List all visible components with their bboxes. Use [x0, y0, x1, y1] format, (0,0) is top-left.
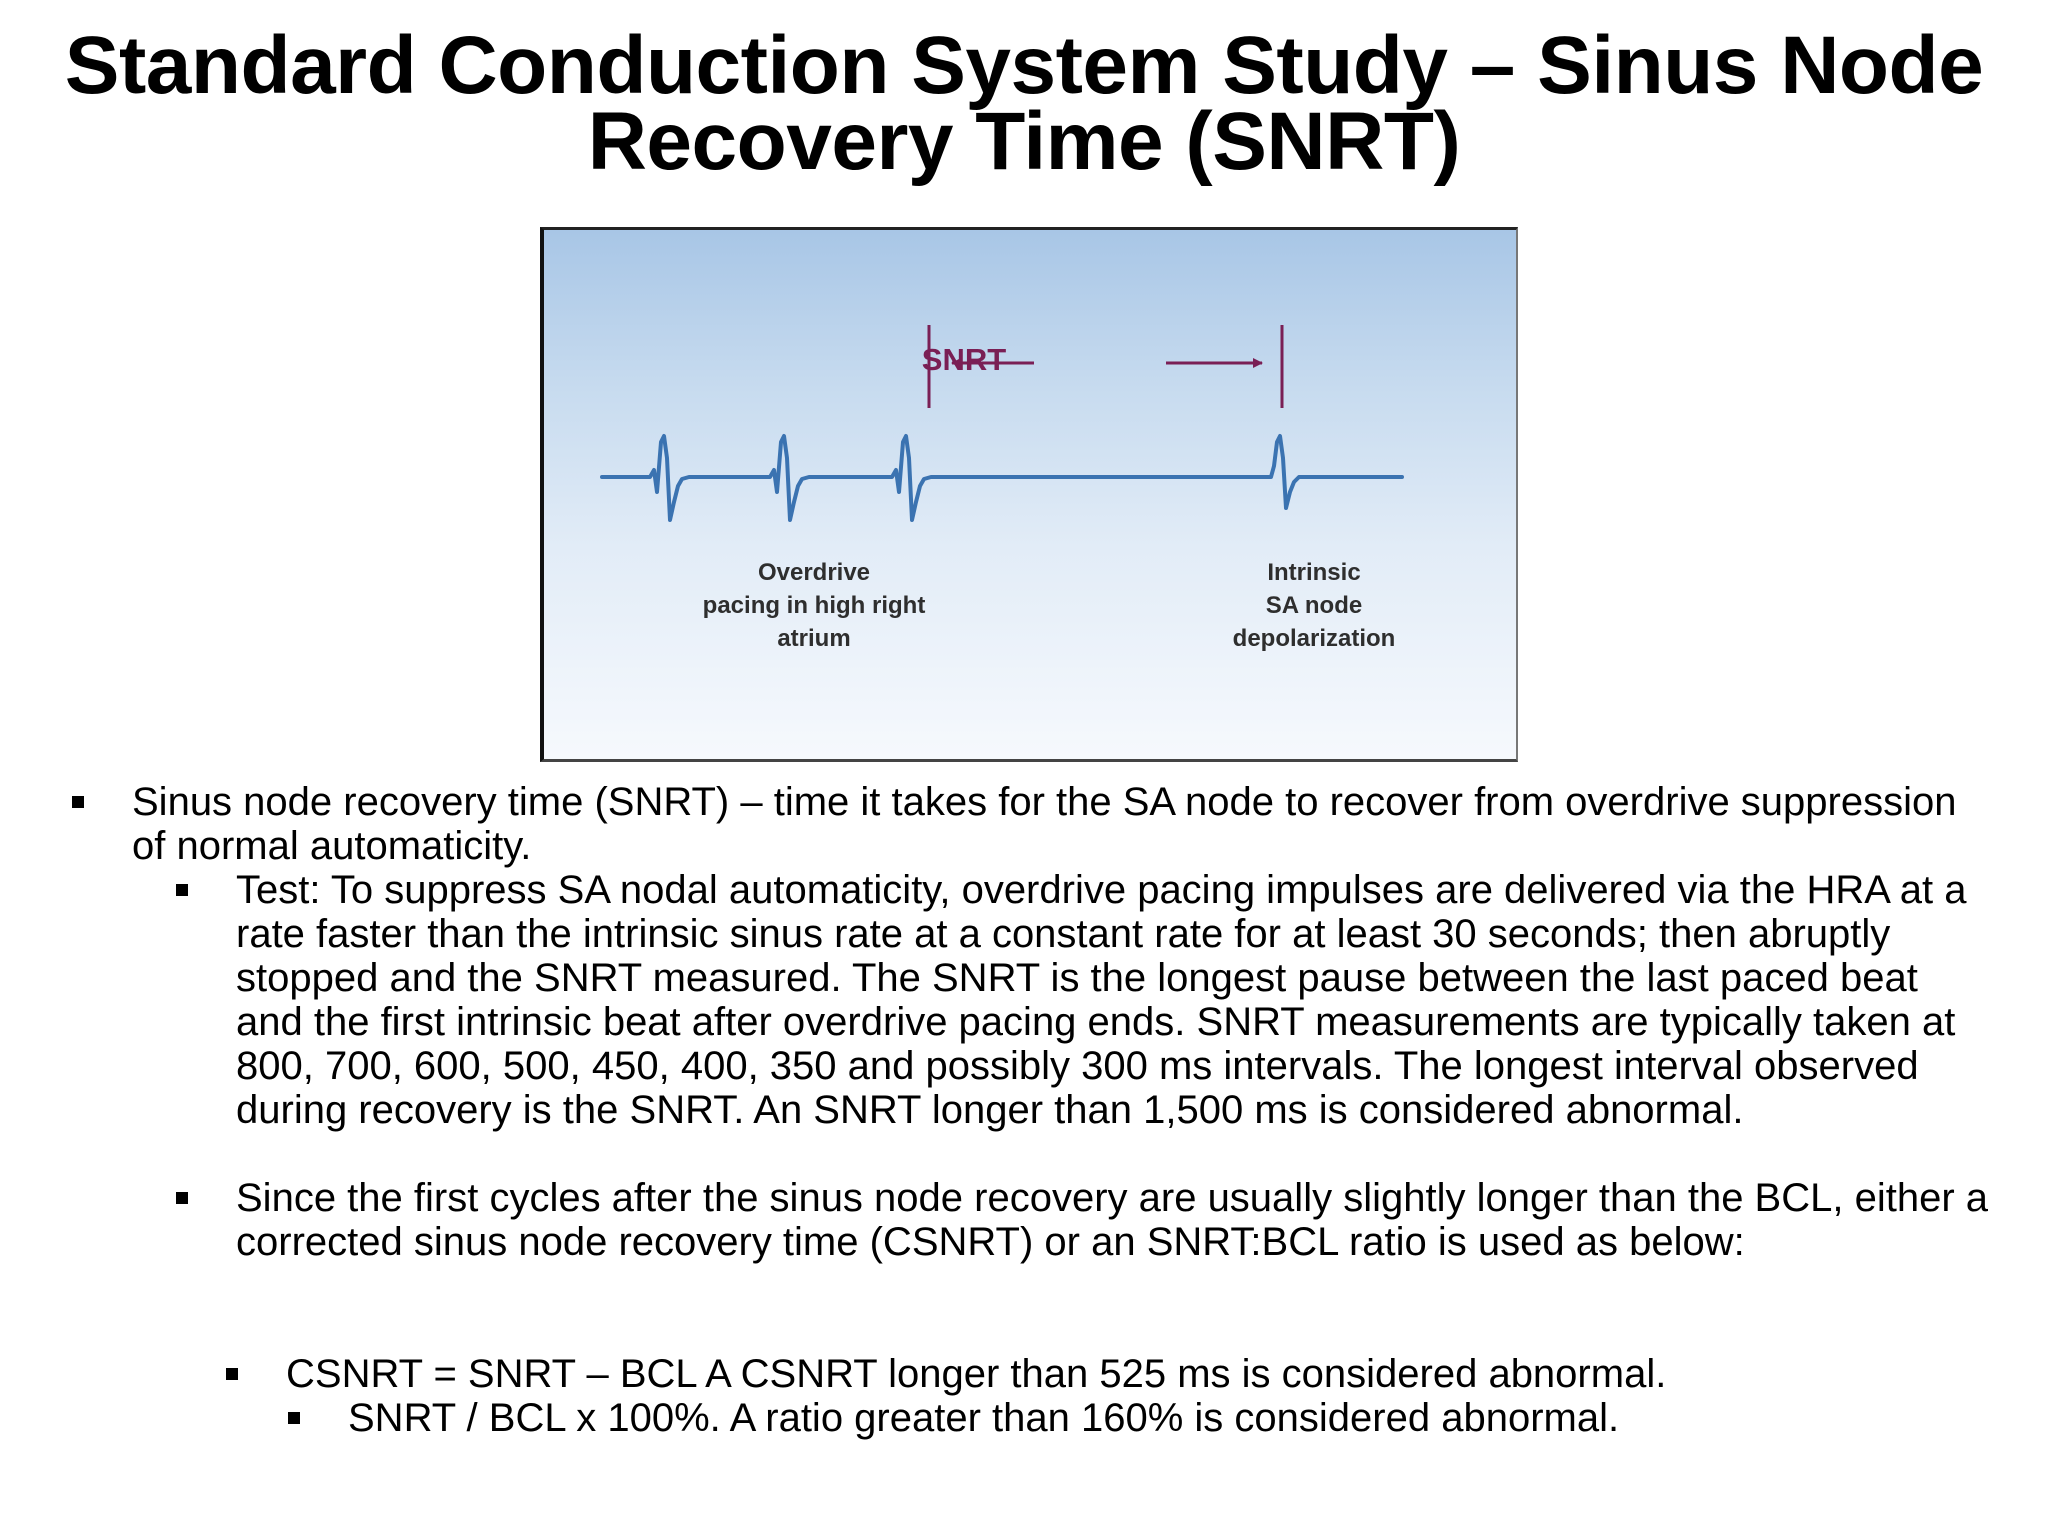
bullet-ratio-formula: [348, 1396, 2008, 1440]
ecg-trace: [602, 436, 1402, 520]
bullet-marker: [72, 796, 84, 808]
slide-title: Standard Conduction System Study – Sinus Node Recovery Time (SNRT): [64, 20, 1984, 187]
bullet-test-procedure: [236, 868, 1976, 1132]
bullet-csnrt-explanation: [236, 1176, 1996, 1264]
snrt-diagram: [540, 227, 1518, 762]
bullet-text: Test: To suppress SA nodal automaticity, overdrive pacing impulses are delivered via the HRA at a rate faster than the intrinsic sinus rate at a constant rate for at least 30 seconds; then abruptly stopped and the SNRT measured. The SNRT is the longest pause between the last paced beat and the first intrinsic beat after overdrive pacing ends. SNRT measurements are typically taken at 800, 700, 600, 500, 450, 400, 350 and possibly 300 ms intervals. The longest interval observed during recovery is the SNRT. An SNRT longer than 1,500 ms is considered abnormal.: [236, 868, 1967, 1132]
bullet-csnrt-formula: [286, 1352, 2006, 1396]
bullet-marker: [176, 884, 188, 896]
ecg-tracing: [544, 230, 1518, 762]
overdrive-pacing-caption: Overdrive pacing in high right atrium: [702, 559, 926, 652]
bullet-marker: [288, 1412, 300, 1424]
bullet-text: SNRT / BCL x 100%. A ratio greater than 160% is considered abnormal.: [348, 1396, 1620, 1440]
bullet-text: Sinus node recovery time (SNRT) – time it takes for the SA node to recover from overdrive suppression of normal automaticity.: [132, 780, 1957, 868]
bullet-marker: [226, 1368, 238, 1380]
bullet-marker: [176, 1192, 188, 1204]
intrinsic-depolarization-caption: Intrinsic SA node depolarization: [1232, 559, 1396, 652]
snrt-interval-label: SNRT: [921, 342, 1007, 377]
bullet-text: CSNRT = SNRT – BCL A CSNRT longer than 525 ms is considered abnormal.: [286, 1352, 1667, 1396]
bullet-snrt-definition: [132, 780, 1992, 868]
bullet-text: Since the first cycles after the sinus node recovery are usually slightly longer than the BCL, either a corrected sinus node recovery time (CSNRT) or an SNRT:BCL ratio is used as below:: [236, 1176, 1989, 1264]
